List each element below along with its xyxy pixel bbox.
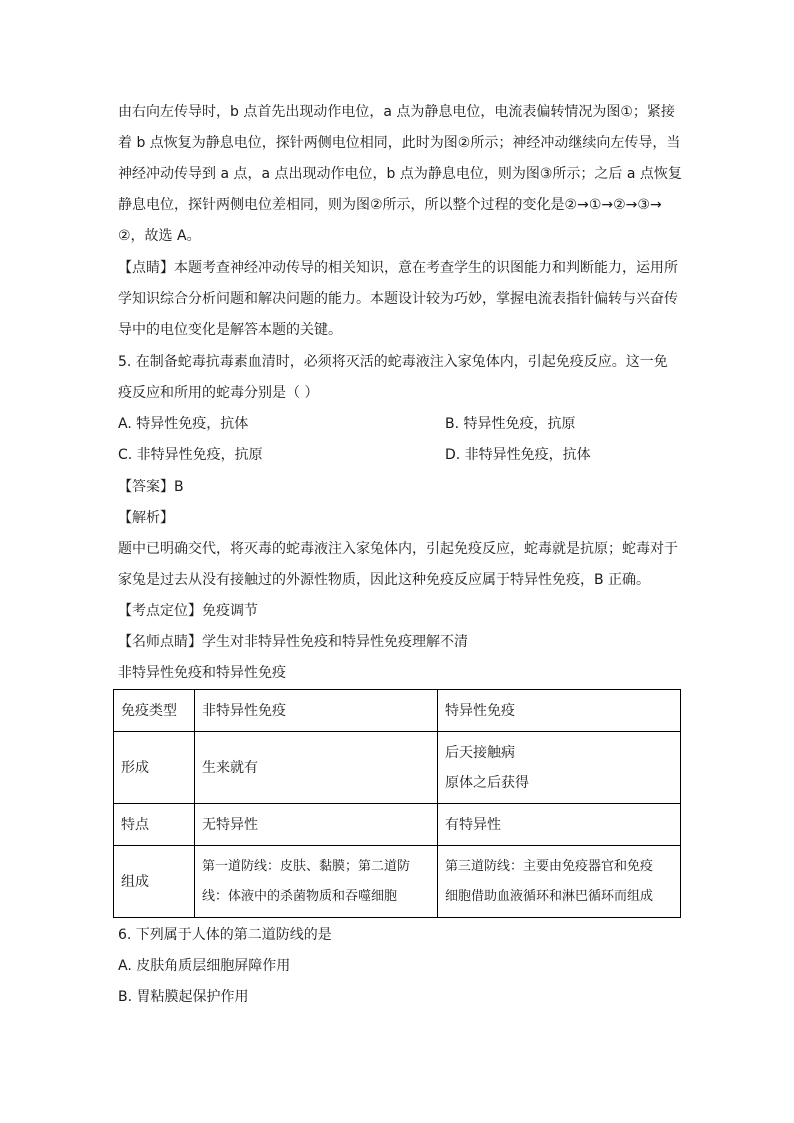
q6-option-b: B. 胃粘膜起保护作用 bbox=[118, 989, 249, 1005]
question-5-stem-line-2: 疫反应和所用的蛇毒分别是（ ） bbox=[118, 385, 319, 401]
question-6-stem: 6. 下列属于人体的第二道防线的是 bbox=[118, 927, 332, 943]
table-caption: 非特异性免疫和特异性免疫 bbox=[118, 665, 286, 681]
analysis-heading: 【解析】 bbox=[118, 510, 174, 526]
cell-text: 第三道防线：主要由免疫器官和免疫 bbox=[445, 858, 654, 874]
q5-option-b: B. 特异性免疫，抗原 bbox=[445, 416, 576, 432]
nonspecific-cell bbox=[195, 846, 438, 918]
row-label: 形成 bbox=[114, 732, 195, 804]
q5-option-a: A. 特异性免疫，抗体 bbox=[118, 416, 249, 432]
dianjing-line-2: 学知识综合分析问题和解决问题的能力。本题设计较为巧妙，掌握电流表指针偏转与兴奋传 bbox=[118, 291, 678, 307]
cell-text: 生来就有 bbox=[202, 759, 258, 776]
specific-cell bbox=[438, 804, 681, 846]
cell-text: 细胞借助血液循环和淋巴循环而组成 bbox=[445, 888, 654, 904]
analysis-line-1: 题中已明确交代，将灭毒的蛇毒液注入家兔体内，引起免疫反应，蛇毒就是抗原；蛇毒对于 bbox=[118, 541, 678, 557]
cell-text: 第一道防线：皮肤、黏膜；第二道防 bbox=[202, 858, 411, 874]
explanation-line-3: 神经冲动传导到 a 点，a 点出现动作电位，b 点为静息电位，则为图③所示；之后 a 点恢复 bbox=[118, 166, 682, 182]
cell-text: 无特异性 bbox=[202, 816, 258, 833]
explanation-line-2: 着 b 点恢复为静息电位，探针两侧电位相同，此时为图②所示；神经冲动继续向左传导，当 bbox=[118, 135, 681, 151]
cell-text: 有特异性 bbox=[445, 816, 501, 833]
q5-option-d: D. 非特异性免疫，抗体 bbox=[445, 447, 591, 463]
dianjing-line-1: 【点睛】本题考查神经冲动传导的相关知识，意在考查学生的识图能力和判断能力，运用所 bbox=[118, 260, 678, 276]
header-cell-nonspecific: 非特异性免疫 bbox=[195, 690, 438, 732]
dianjing-line-3: 导中的电位变化是解答本题的关键。 bbox=[118, 322, 342, 338]
table-row bbox=[114, 732, 681, 804]
q5-option-c: C. 非特异性免疫，抗原 bbox=[118, 447, 263, 463]
cell-text: 原体之后获得 bbox=[445, 774, 529, 791]
mingshi-line: 【名师点睛】学生对非特异性免疫和特异性免疫理解不清 bbox=[118, 634, 468, 650]
analysis-line-2: 家兔是过去从没有接触过的外源性物质，因此这种免疫反应属于特异性免疫，B 正确。 bbox=[118, 572, 651, 588]
nonspecific-cell bbox=[195, 732, 438, 804]
header-cell-type: 免疫类型 bbox=[114, 690, 195, 732]
nonspecific-cell bbox=[195, 804, 438, 846]
kaodian-line: 【考点定位】免疫调节 bbox=[118, 603, 258, 619]
explanation-line-1: 由右向左传导时，b 点首先出现动作电位，a 点为静息电位，电流表偏转情况为图①；紧接 bbox=[118, 104, 675, 120]
table-row bbox=[114, 804, 681, 846]
specific-cell bbox=[438, 846, 681, 918]
specific-cell bbox=[438, 732, 681, 804]
answer-line: 【答案】B bbox=[118, 479, 184, 495]
table-row bbox=[114, 846, 681, 918]
cell-text: 线：体液中的杀菌物质和吞噬细胞 bbox=[202, 888, 398, 904]
immunity-comparison-table bbox=[113, 689, 681, 918]
row-label: 组成 bbox=[114, 846, 195, 918]
cell-text: 后天接触病 bbox=[445, 744, 515, 761]
explanation-line-4: 静息电位，探针两侧电位差相同，则为图②所示，所以整个过程的变化是②→①→②→③→ bbox=[118, 197, 662, 213]
q6-option-a: A. 皮肤角质层细胞屏障作用 bbox=[118, 958, 291, 974]
question-5-stem-line-1: 5. 在制备蛇毒抗毒素血清时，必须将灭活的蛇毒液注入家兔体内，引起免疫反应。这一免 bbox=[118, 354, 668, 370]
table-header-row bbox=[114, 690, 681, 732]
explanation-line-5: ②，故选 A。 bbox=[118, 228, 201, 244]
header-cell-specific: 特异性免疫 bbox=[438, 690, 681, 732]
row-label: 特点 bbox=[114, 804, 195, 846]
